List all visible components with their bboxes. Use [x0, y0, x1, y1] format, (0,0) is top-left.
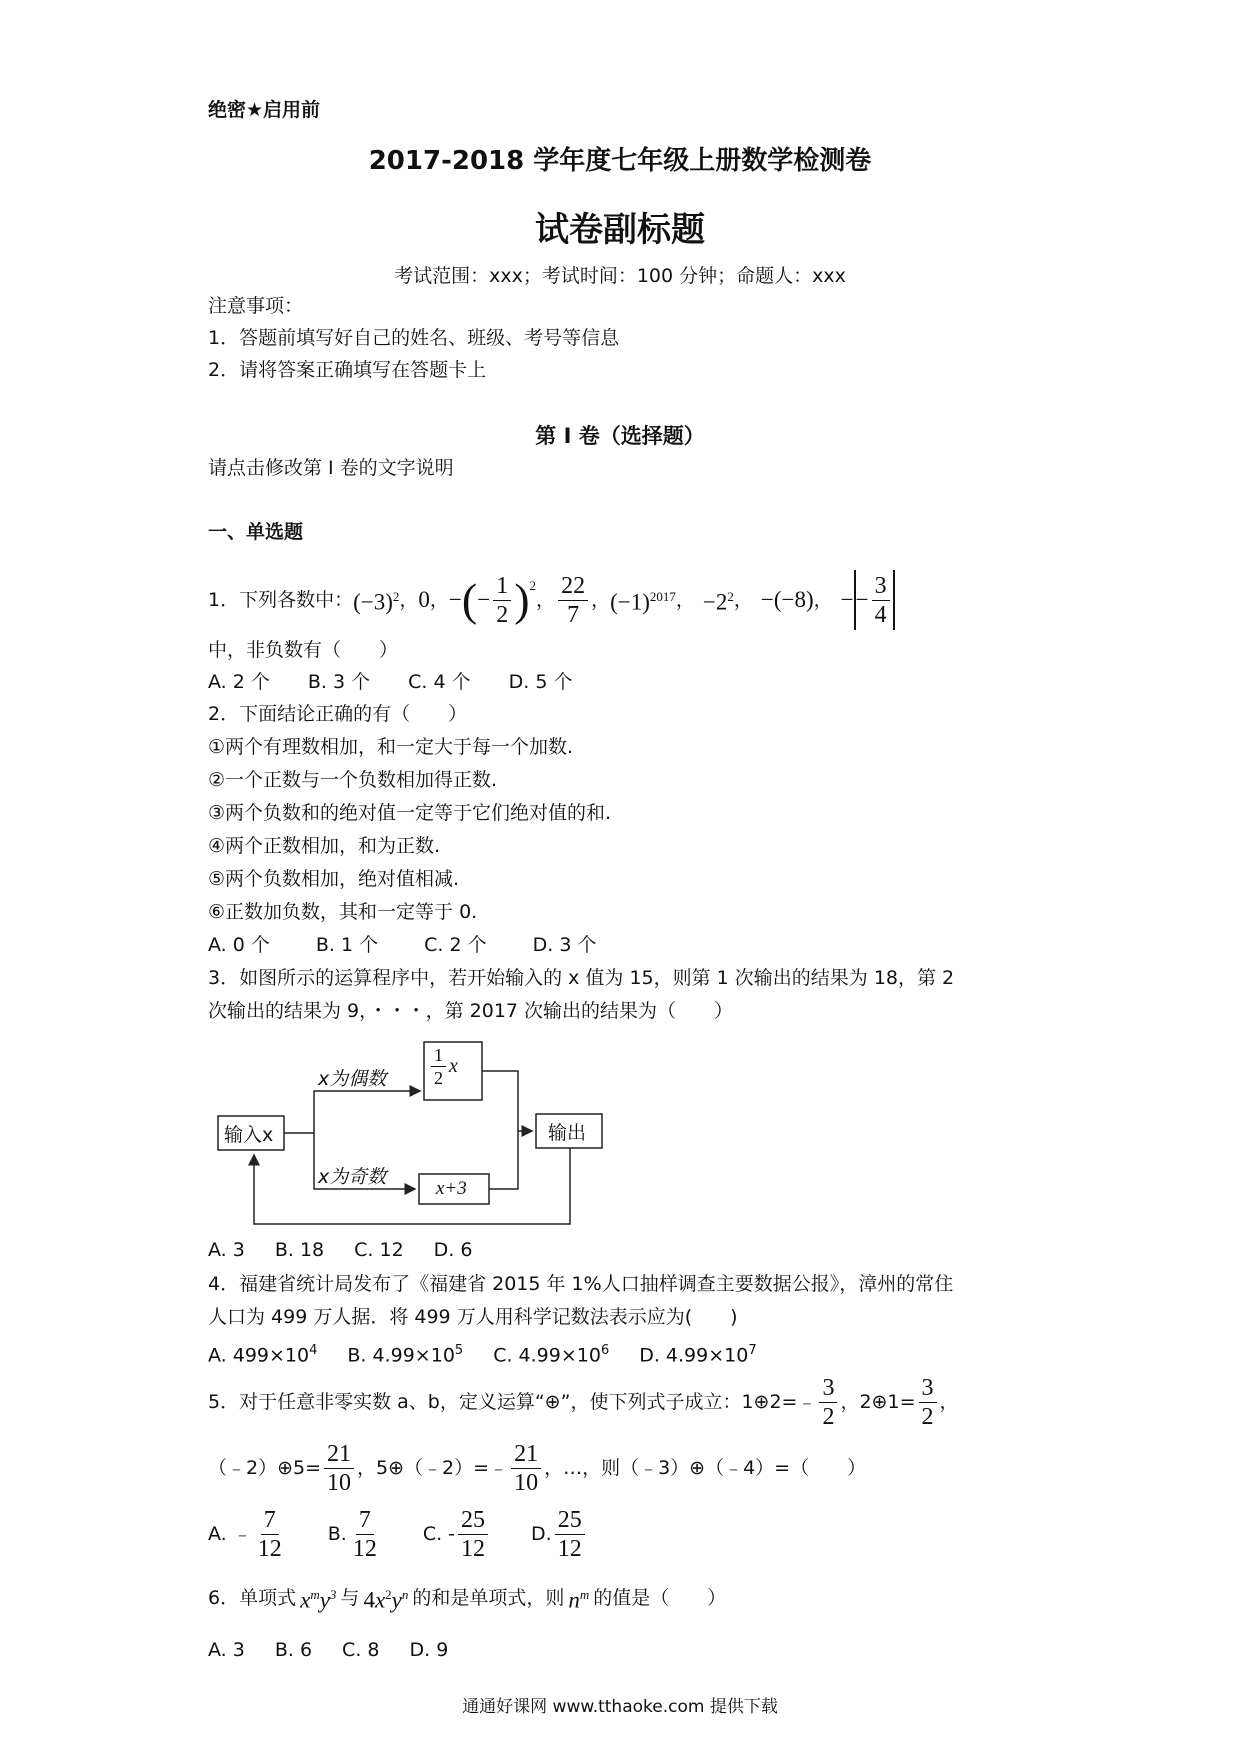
q2-statement: ①两个有理数相加，和一定大于每一个加数.: [208, 736, 574, 758]
flow-input-box: 输入x: [224, 1124, 274, 1146]
option-a: A. 3: [208, 1639, 245, 1661]
q5-options: [208, 1502, 588, 1566]
q1-term-a: $(-3)^2$: [353, 589, 400, 615]
flow-even-label: x为偶数: [318, 1068, 387, 1090]
flowchart: [214, 1038, 624, 1230]
option-c: C. - $\frac{25}{12}$: [423, 1506, 491, 1563]
option-a: A. 0 个: [208, 934, 270, 956]
q6-monomial-2: $4x^2y^n$: [363, 1587, 409, 1613]
q1-term-f: −(−8): [760, 587, 814, 612]
option-b: B. 1 个: [315, 934, 379, 956]
flow-plus3-box: x+3: [436, 1178, 467, 1199]
exam-info: 考试范围：xxx；考试时间：100 分钟；命题人：xxx: [394, 265, 846, 287]
q4-stem-line1: 4．福建省统计局发布了《福建省 2015 年 1%人口抽样调查主要数据公报》，漳州的常住: [208, 1273, 954, 1295]
q4-stem-line2: 人口为 499 万人据．将 499 万人用科学记数法表示应为( ): [208, 1306, 738, 1328]
exam-title: 2017-2018 学年度七年级上册数学检测卷: [368, 146, 872, 176]
option-d: D. 5 个: [508, 671, 573, 693]
q2-options: [208, 931, 634, 959]
part1-title: 第 I 卷（选择题）: [535, 424, 705, 448]
exam-subtitle: 试卷副标题: [535, 210, 705, 250]
q2-statement: ⑥正数加负数，其和一定等于 0.: [208, 901, 478, 923]
option-d: D. $\frac{25}{12}$: [531, 1506, 588, 1563]
q2-statement: ④两个正数相加，和为正数.: [208, 835, 441, 857]
q1-stem-suffix: 中，非负数有（ ）: [208, 639, 399, 661]
flow-odd-label: x为奇数: [318, 1166, 387, 1188]
q2-statement: ②一个正数与一个负数相加得正数.: [208, 769, 498, 791]
q2-statement: ③两个负数和的绝对值一定等于它们绝对值的和.: [208, 802, 612, 824]
option-a: A. ﹣ $\frac{7}{12}$: [208, 1506, 282, 1562]
option-c: C. 2 个: [424, 934, 487, 956]
q1-term-d: $(-1)^{2017}$: [610, 589, 676, 615]
confidential-mark: 绝密★启用前: [208, 99, 321, 121]
q6-power: $n^m$: [568, 1587, 590, 1613]
section-title: 一、单选题: [208, 521, 304, 543]
q1-term-c: $\frac{22}{7}$: [558, 572, 588, 629]
option-d: D. $4.99\times 10^7$: [639, 1343, 757, 1367]
q1-prefix: 1．下列各数中：: [208, 589, 354, 611]
option-a: A. 3: [208, 1239, 245, 1261]
q1-term-zero: 0: [418, 587, 430, 612]
flow-half-box: $\frac{1}{2}$ x: [428, 1044, 458, 1089]
q2-stem: 2．下面结论正确的有（ ）: [208, 703, 468, 725]
option-c: C. 4 个: [408, 671, 471, 693]
q3-stem-line2: 次输出的结果为 9，・・・，第 2017 次输出的结果为（ ）: [208, 1000, 734, 1022]
q5-stem-line1: 5．对于任意非零实数 a、b，定义运算“⊕”，使下列式子成立：1⊕2=﹣ $\frac{3}{2}$ ，2⊕1= $\frac{3}{2}$ ，: [208, 1374, 959, 1430]
note-item: 2．请将答案正确填写在答题卡上: [208, 359, 487, 381]
q2-statement: ⑤两个负数相加，绝对值相减.: [208, 868, 460, 890]
option-a: A. $499\times 10^4$: [208, 1343, 318, 1367]
q6-stem: 6．单项式 $x^my^3$ 与 $4x^2y^n$ 的和是单项式，则 $n^m$ 的值是（ ）: [208, 1580, 726, 1616]
option-b: B. 3 个: [307, 671, 371, 693]
note-item: 1．答题前填写好自己的姓名、班级、考号等信息: [208, 327, 620, 349]
q1-term-e: $-2^2$: [702, 589, 734, 615]
q1-term-g: − − $\frac{3}{4}$: [841, 570, 895, 630]
option-c: C. 12: [354, 1239, 404, 1261]
q5-stem-line2: （﹣2）⊕5= $\frac{21}{10}$ ，5⊕（﹣2）=﹣ $\frac{21}{10}$ ，…，则（﹣3）⊕（﹣4）=（ ）: [208, 1440, 867, 1496]
q4-options: [208, 1337, 795, 1369]
footer-credit: 通通好课网 www.tthaoke.com 提供下载: [462, 1697, 778, 1717]
q3-stem-line1: 3．如图所示的运算程序中，若开始输入的 x 值为 15，则第 1 次输出的结果为 18，第 2: [208, 967, 955, 989]
option-a: A. 2 个: [208, 671, 270, 693]
q1-stem: 1．下列各数中： $(-3)^2$ ， 0 ， − ( − $\frac{1}{2}$ ) $^2$ ， $\frac{22}{7}$ ， $(-1)^{2017}$ ， $-2^2$ ， −(−8) ， − − $\frac{3}{4}$: [208, 566, 895, 634]
option-c: C. 8: [342, 1639, 380, 1661]
notes-heading: 注意事项：: [208, 295, 304, 317]
q3-options: [208, 1236, 510, 1264]
q1-term-b: − ( − $\frac{1}{2}$ ) $^2$: [448, 572, 537, 628]
option-b: B. 6: [274, 1639, 313, 1661]
part1-desc: 请点击修改第 I 卷的文字说明: [208, 457, 454, 479]
q1-options: [208, 668, 610, 696]
option-b: B. $\frac{7}{12}$: [327, 1506, 377, 1562]
option-d: D. 3 个: [532, 934, 597, 956]
flow-output-box: 输出: [548, 1122, 587, 1144]
option-d: D. 9: [409, 1639, 449, 1661]
q6-options: [208, 1636, 486, 1664]
option-d: D. 6: [433, 1239, 473, 1261]
q6-monomial-1: $x^my^3$: [300, 1587, 337, 1613]
option-c: C. $4.99\times 10^6$: [493, 1343, 610, 1367]
option-b: B. $4.99\times 10^5$: [347, 1343, 464, 1367]
option-b: B. 18: [274, 1239, 325, 1261]
